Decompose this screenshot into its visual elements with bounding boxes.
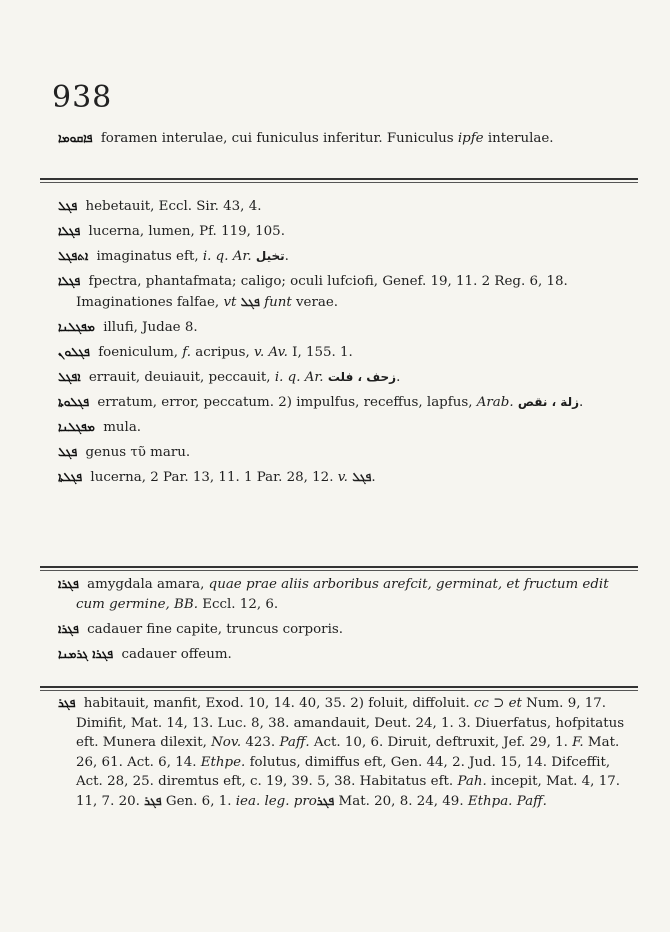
entry: ܦܓܠܘܬܐ erratum, error, peccatum. 2) impulfus, receffus, lapfus, Arab. زلة ، نقص. <box>58 395 584 410</box>
section-1 <box>40 128 640 149</box>
syriac-word: ܦܓܪ <box>144 793 162 808</box>
entry: ܦܓܪ habitauit, manfit, Exod. 10, 14. 40, 35. 2) foluit, diffoluit. cc ⊃ et Num. 9, 17. Dimifit, Mat. 14, 13. Luc. 8, 38. amandauit, Deut. 24, 1. 3. Diuerfatus, hofpitatus eft. Munera dilexit, Nov. 423. Paff. Act. 10, 6. Diruit, deftruxit, Jef. 29, 1. F. Mat. 26, 61. Act. 6, 14. Ethpe. folutus, dimiffus eft, Gen. 44, 2. Jud. 15, 14. Difceffit, Act. 28, 25. diremtus eft, c. 19, 39. 5, 38. Habitatus eft. Pah. incepit, Mat. 4, 17. 11, 7. 20. ܦܓܪ Gen. 6, 1. iea. leg. proܦܓܪ Mat. 20, 8. 24, 49. Ethpa. Paff. <box>58 696 625 809</box>
syriac-word: ܦܓܠ <box>240 295 260 309</box>
syriac-headword: ܦܓܠܬܐ <box>58 470 83 484</box>
syriac-headword: ܐܦܓܠ <box>58 370 81 384</box>
syriac-headword: ܡܦܓܠܢܐ <box>58 420 95 434</box>
entry: ܦܓܠܘܢ foeniculum, f. acripus, v. Av. I, 155. 1. <box>58 345 353 360</box>
syriac-headword: ܦܓܪ <box>58 696 76 710</box>
syriac-headword: ܐܬܦܓܠ <box>58 249 89 263</box>
entry: ܐܬܦܓܠ imaginatus eft, i. q. Ar. تخيل. <box>58 249 289 264</box>
syriac-word: ܦܓܠ <box>352 470 372 484</box>
entry: ܦܓܠ genus τῦ maru. <box>58 445 191 460</box>
entry: ܦܓܪܐ amygdala amara, quae prae aliis arboribus arefcit, germinat, et fructum edit cum germine, BB. Eccl. 12, 6. <box>58 577 609 612</box>
section-2 <box>40 196 640 488</box>
syriac-headword: ܦܓܠ <box>58 445 78 459</box>
syriac-headword: ܦܓܪܐ <box>58 577 79 591</box>
entry: ܦܓܠܐ lucerna, lumen, Pf. 119, 105. <box>58 224 285 239</box>
arabic-word: زلة ، نقص <box>517 395 579 409</box>
section-divider <box>40 686 638 688</box>
section-divider <box>40 566 638 568</box>
syriac-headword: ܦܓܠܐ <box>58 224 81 238</box>
syriac-headword: ܦܓܠ <box>58 199 78 213</box>
syriac-headword: ܦܓܠܘܬܐ <box>58 395 90 409</box>
entry: ܦܓܠܬܐ lucerna, 2 Par. 13, 11. 1 Par. 28, 12. v. ܦܓܠ. <box>58 470 376 485</box>
entry: ܦܓܠ hebetauit, Eccl. Sir. 43, 4. <box>58 199 262 214</box>
syriac-word: ܦܓܪ <box>316 793 335 808</box>
page-number: 938 <box>52 80 113 115</box>
syriac-headword: ܦܓܠܘܢ <box>58 345 90 359</box>
arabic-word: تخيل <box>255 249 285 263</box>
entry: ܐܦܓܠ errauit, deuiauit, peccauit, i. q. Ar. زحف ، فلت. <box>58 370 401 385</box>
entry: ܡܦܓܠܢܐ illufi, Judae 8. <box>58 320 198 335</box>
entry: ܦܓܪܐ ܓܪܡܢܐ cadauer offeum. <box>58 647 232 662</box>
section-divider <box>40 178 638 180</box>
entry: ܡܦܓܠܢܐ mula. <box>58 420 142 435</box>
syriac-headword: ܡܦܓܠܢܐ <box>58 320 95 334</box>
entry: ܦܓܪܐ cadauer fine capite, truncus corporis. <box>58 622 343 637</box>
entry: ܦܐܩܘܡܐ foramen interulae, cui funiculus inferitur. Funiculus ipfe interulae. <box>58 131 554 146</box>
syriac-headword: ܦܓܪܐ <box>58 622 79 636</box>
entry: ܦܓܠܐ fpectra, phantafmata; caligo; oculi lufciofi, Genef. 19, 11. 2 Reg. 6, 18. Imaginationes falfae, vt ܦܓܠ funt verae. <box>58 274 568 310</box>
syriac-headword: ܦܓܪܐ ܓܪܡܢܐ <box>58 647 114 661</box>
section-4 <box>40 694 640 811</box>
syriac-headword: ܦܐܩܘܡܐ <box>58 131 93 145</box>
syriac-headword: ܦܓܠܐ <box>58 274 81 288</box>
arabic-word: زحف ، فلت <box>327 370 397 384</box>
section-3 <box>40 574 640 665</box>
